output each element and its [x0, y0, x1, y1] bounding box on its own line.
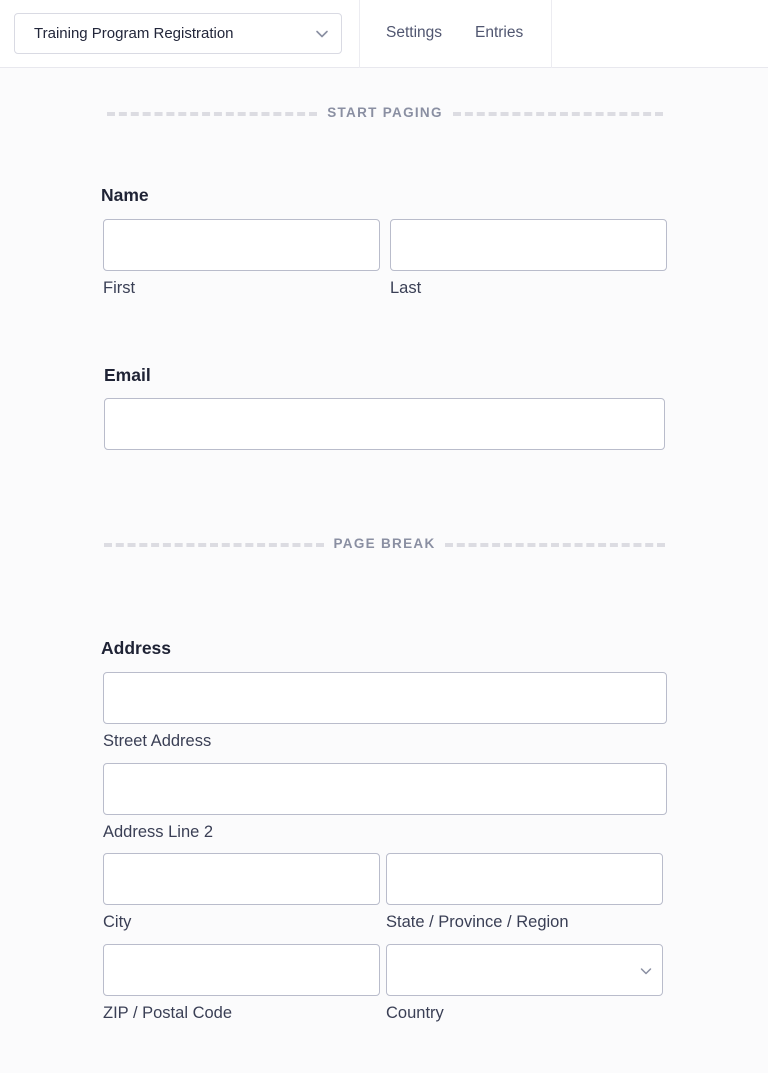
country-sublabel: Country: [386, 1004, 444, 1022]
separator-line: [445, 543, 665, 547]
form-selector-value: Training Program Registration: [34, 25, 234, 42]
address-line2-sublabel: Address Line 2: [103, 823, 214, 841]
page-break-label: PAGE BREAK: [333, 536, 436, 551]
top-bar: [0, 0, 768, 68]
city-input[interactable]: [103, 853, 380, 905]
city-sublabel: City: [103, 913, 132, 931]
zip-input[interactable]: [103, 944, 380, 996]
header-divider: [359, 0, 360, 68]
street-address-input[interactable]: [103, 672, 667, 724]
header-divider: [551, 0, 552, 68]
email-label: Email: [104, 365, 151, 385]
name-label: Name: [101, 185, 149, 205]
form-selector-dropdown[interactable]: [14, 13, 342, 54]
street-address-sublabel: Street Address: [103, 732, 212, 750]
zip-sublabel: ZIP / Postal Code: [103, 1004, 233, 1022]
country-select[interactable]: [386, 944, 663, 996]
chevron-down-icon: [640, 965, 652, 977]
state-input[interactable]: [386, 853, 663, 905]
last-name-input[interactable]: [390, 219, 667, 271]
tab-settings[interactable]: Settings: [386, 24, 443, 41]
separator-line: [453, 112, 663, 116]
address-line2-input[interactable]: [103, 763, 667, 815]
first-name-sublabel: First: [103, 279, 136, 297]
start-paging-separator: [107, 105, 663, 121]
tab-entries[interactable]: Entries: [475, 24, 524, 41]
first-name-input[interactable]: [103, 219, 380, 271]
page-break-separator: [104, 536, 665, 552]
state-sublabel: State / Province / Region: [386, 913, 569, 931]
address-label: Address: [101, 638, 172, 658]
email-input[interactable]: [104, 398, 665, 450]
last-name-sublabel: Last: [390, 279, 422, 297]
chevron-down-icon: [315, 27, 329, 41]
start-paging-label: START PAGING: [327, 105, 443, 120]
